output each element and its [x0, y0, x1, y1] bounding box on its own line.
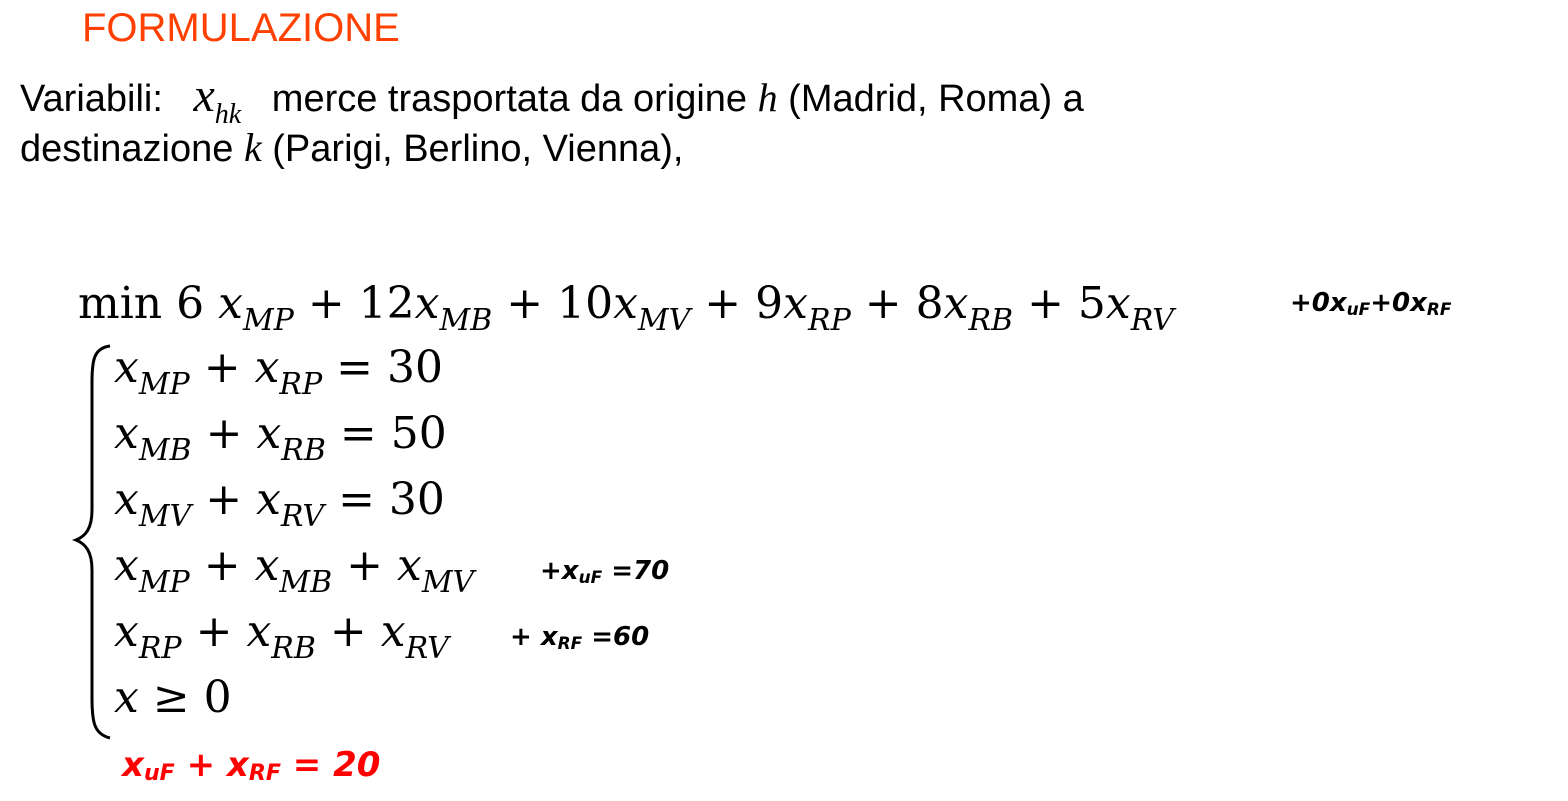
variable-description: merce trasportata da origine [271, 78, 748, 120]
destination-label: destinazione [20, 128, 234, 170]
constraint-paris: $x_{MP} + x_{RP} = 30$ [114, 342, 444, 402]
origins-list: (Madrid, Roma) a [788, 78, 1084, 120]
intro-line-2 [20, 125, 684, 170]
objective-function: min 6 $x_{MP} + 12x_{MB} + 10x_{MV} + 9x_{RP} + 8x_{RB} + 5x_{RV}$ [78, 278, 1174, 338]
page-title: FORMULAZIONE [82, 6, 400, 50]
intro-line-1 [20, 69, 1084, 130]
variables-label: Variabili: [20, 78, 163, 120]
constraint-vienna: $x_{MV} + x_{RV} = 30$ [114, 474, 445, 534]
constraint-rome-handwritten: + $x_{RF} =60$ [510, 622, 650, 653]
constraint-berlin: $x_{MB} + x_{RB} = 50$ [114, 408, 447, 468]
destinations-list: (Parigi, Berlino, Vienna), [272, 128, 684, 170]
constraint-madrid-handwritten: $+x_{uF} =70$ [540, 556, 670, 587]
constraint-nonnegativity: x ≥ 0 [114, 672, 232, 723]
red-handwritten-note: $x_{uF} + x_{RF} = 20$ [122, 745, 381, 786]
variable-symbol: $x_{hk}$ [193, 69, 242, 130]
destination-symbol: k [243, 125, 262, 170]
constraint-madrid: $x_{MP} + x_{MB} + x_{MV}$ [114, 540, 475, 600]
origin-symbol: h [757, 75, 778, 120]
constraint-rome: $x_{RP} + x_{RB} + x_{RV}$ [114, 606, 449, 666]
objective-handwritten-addition: $+0x_{uF}+0x_{RF}$ [1290, 288, 1452, 319]
left-brace [70, 342, 116, 742]
